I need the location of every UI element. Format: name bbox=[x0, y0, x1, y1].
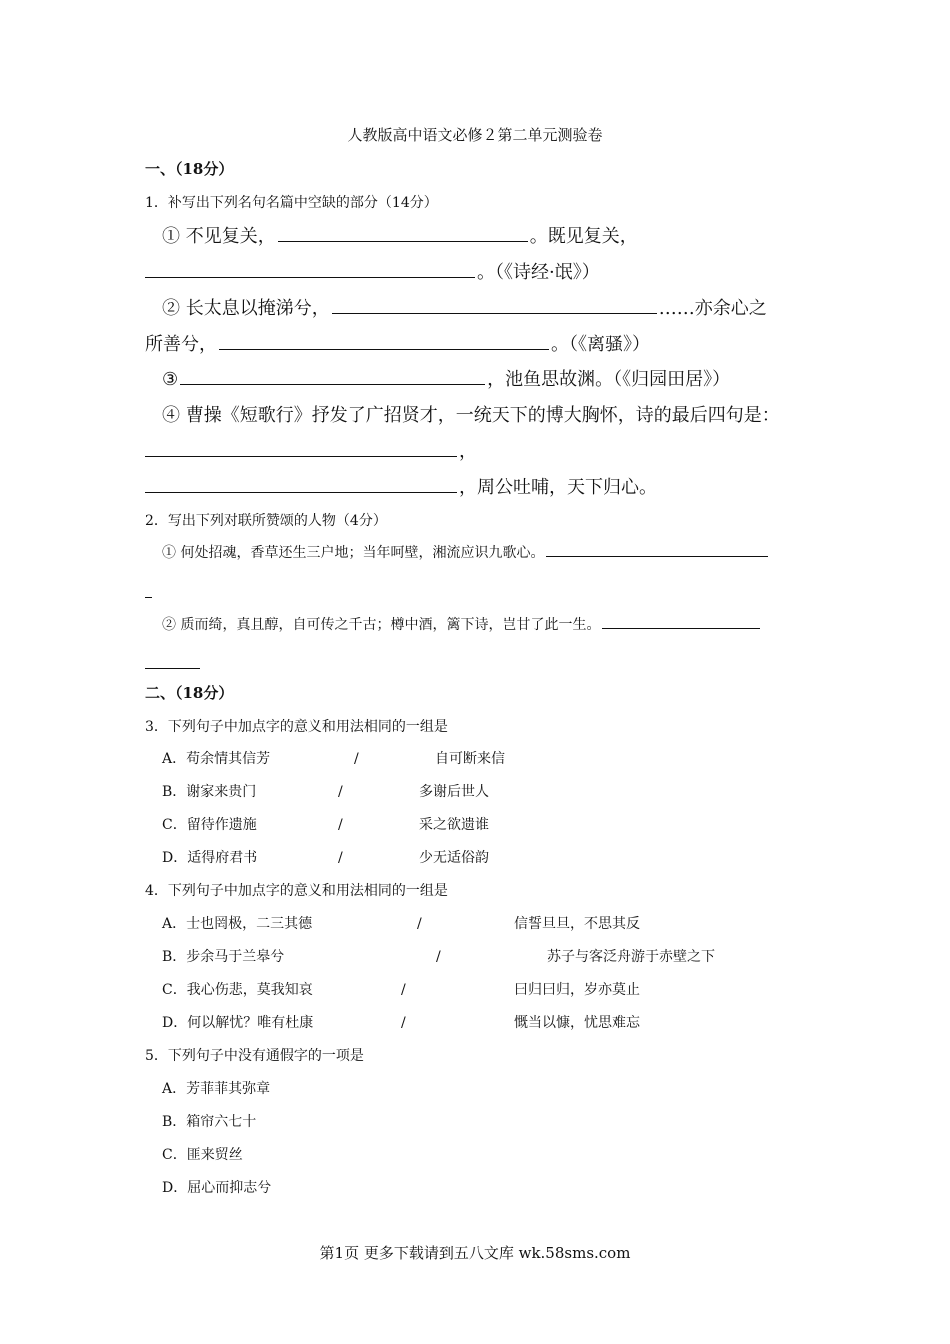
q4-option-c-separator: / bbox=[401, 982, 406, 998]
question-4-stem: 4．下列句子中加点字的意义和用法相同的一组是 bbox=[145, 883, 448, 899]
q1-line-5-end: ，池鱼思故渊。（《归园田居》） bbox=[487, 369, 731, 390]
q3-option-c-right: 采之欲遗谁 bbox=[419, 817, 489, 833]
q1-line-8-text: ，周公吐哺，天下归心。 bbox=[459, 477, 657, 498]
answer-blank[interactable] bbox=[180, 383, 485, 385]
q4-option-d-separator: / bbox=[401, 1015, 406, 1031]
q5-option-d[interactable]: D．屈心而抑志兮 bbox=[162, 1180, 272, 1196]
q3-option-b-separator: / bbox=[338, 784, 343, 800]
page-footer: 第1页 更多下载请到五八文库 wk.58sms.com bbox=[319, 1244, 631, 1262]
q3-option-c[interactable]: C．留待作遗施 bbox=[162, 817, 257, 833]
q3-option-d-separator: / bbox=[338, 850, 343, 866]
q4-option-a-separator: / bbox=[417, 916, 422, 932]
answer-blank-continuation bbox=[145, 668, 200, 669]
q1-line-7-text: ， bbox=[459, 441, 477, 462]
q3-option-b[interactable]: B．谢家来贵门 bbox=[162, 784, 257, 800]
page-title: 人教版高中语文必修２第二单元测验卷 bbox=[347, 126, 603, 144]
q4-option-c-right: 曰归曰归，岁亦莫止 bbox=[514, 982, 640, 998]
q1-line-4 bbox=[145, 336, 650, 354]
answer-blank[interactable] bbox=[602, 627, 760, 629]
q1-line-7 bbox=[145, 443, 477, 461]
q5-option-c[interactable]: C．匪来贸丝 bbox=[162, 1147, 243, 1163]
question-1-stem: 1．补写出下列名句名篇中空缺的部分（14分） bbox=[145, 195, 438, 211]
q2-couplet-2-text: ② 质而绮，真且醇，自可传之千古；樽中酒，篱下诗，岂甘了此一生。 bbox=[162, 617, 601, 633]
q4-option-a[interactable]: A．士也罔极，二三其德 bbox=[162, 916, 313, 932]
q1-line-5-start: ③ bbox=[162, 369, 179, 390]
q3-option-a-separator: / bbox=[354, 751, 359, 767]
section-2-heading: 二、（18分） bbox=[145, 684, 234, 702]
q4-option-b-separator: / bbox=[436, 949, 441, 965]
answer-blank[interactable] bbox=[219, 348, 549, 350]
q1-line-5 bbox=[162, 371, 730, 389]
q5-option-b[interactable]: B．箱帘六七十 bbox=[162, 1114, 257, 1130]
q1-line-1 bbox=[162, 228, 638, 246]
q4-option-d-right: 慨当以慷，忧思难忘 bbox=[514, 1015, 640, 1031]
q3-option-b-right: 多谢后世人 bbox=[419, 784, 489, 800]
q1-line-1-end: 。既见复关， bbox=[529, 226, 638, 247]
q1-line-3 bbox=[162, 300, 767, 318]
q2-couplet-1-text: ① 何处招魂，香草还生三户地；当年呵壁，湘流应识九歌心。 bbox=[162, 545, 545, 561]
q3-option-c-separator: / bbox=[338, 817, 343, 833]
q1-line-4-end: 。（《离骚》） bbox=[551, 334, 650, 355]
answer-blank[interactable] bbox=[145, 491, 457, 493]
q1-line-2-text: 。（《诗经·氓》） bbox=[477, 262, 600, 283]
q3-option-d[interactable]: D．适得府君书 bbox=[162, 850, 258, 866]
q4-option-b-right: 苏子与客泛舟游于赤壁之下 bbox=[547, 949, 715, 965]
question-2-stem: 2．写出下列对联所赞颂的人物（4分） bbox=[145, 513, 387, 529]
q4-option-b[interactable]: B．步余马于兰皋兮 bbox=[162, 949, 285, 965]
question-3-stem: 3．下列句子中加点字的意义和用法相同的一组是 bbox=[145, 719, 448, 735]
q1-line-6: ④ 曹操《短歌行》抒发了广招贤才，一统天下的博大胸怀，诗的最后四句是： bbox=[162, 405, 780, 426]
answer-blank-continuation bbox=[145, 597, 152, 598]
answer-blank[interactable] bbox=[145, 276, 475, 278]
q2-couplet-1 bbox=[162, 546, 770, 560]
q4-option-c[interactable]: C．我心伤悲，莫我知哀 bbox=[162, 982, 313, 998]
q1-line-3-start: ② 长太息以掩涕兮， bbox=[162, 298, 330, 319]
q5-option-a[interactable]: A．芳菲菲其弥章 bbox=[162, 1081, 271, 1097]
section-1-heading: 一、（18分） bbox=[145, 160, 234, 178]
q1-line-2 bbox=[145, 264, 600, 282]
q2-couplet-2 bbox=[162, 618, 762, 632]
q1-line-1-start: ① 不见复关， bbox=[162, 226, 276, 247]
q1-line-4-start: 所善兮， bbox=[145, 334, 217, 355]
q3-option-a[interactable]: A．苟余情其信芳 bbox=[162, 751, 271, 767]
answer-blank[interactable] bbox=[278, 240, 528, 242]
q4-option-d[interactable]: D．何以解忧？唯有杜康 bbox=[162, 1015, 314, 1031]
answer-blank[interactable] bbox=[546, 555, 768, 557]
q4-option-a-right: 信誓旦旦，不思其反 bbox=[514, 916, 640, 932]
q3-option-d-right: 少无适俗韵 bbox=[419, 850, 489, 866]
q3-option-a-right: 自可断来信 bbox=[435, 751, 505, 767]
question-5-stem: 5．下列句子中没有通假字的一项是 bbox=[145, 1048, 364, 1064]
answer-blank[interactable] bbox=[145, 455, 457, 457]
q1-line-3-end: ……亦余心之 bbox=[658, 298, 767, 319]
answer-blank[interactable] bbox=[332, 312, 657, 314]
q1-line-8 bbox=[145, 479, 657, 497]
